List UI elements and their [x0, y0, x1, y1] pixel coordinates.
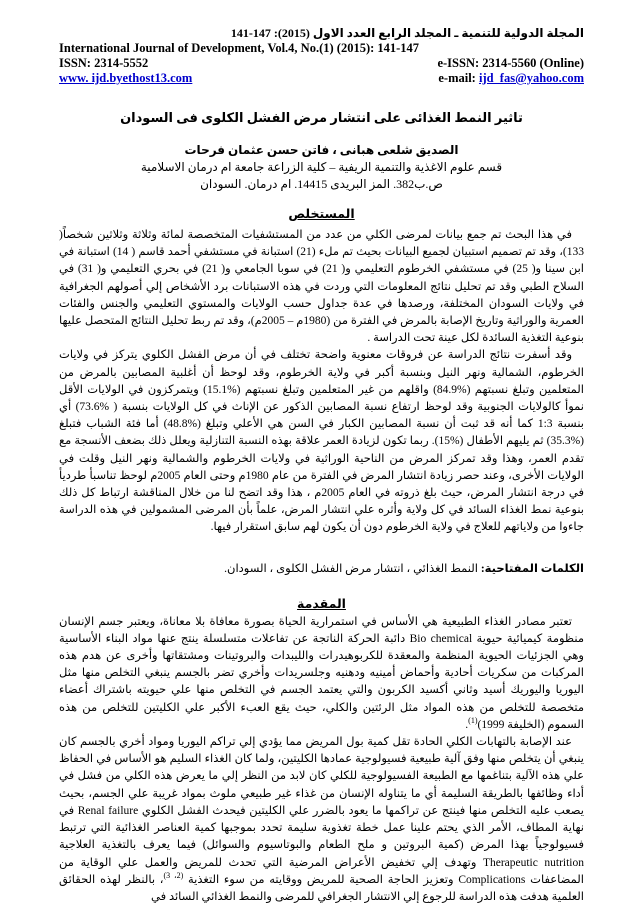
intro-p1-end: .	[465, 718, 469, 731]
introduction-heading: المقدمة	[297, 596, 346, 611]
abstract-paragraph-2: وقد أسفرت نتائج الدراسة عن فروقات معنوية واضحة تختلف في أن مرض الفشل الكلوي يتركز في ولايات الخرطوم، الشمالية ونهر النيل وبنسبة أكبر في ولاية الخرطوم، وقد لوحظ أن أغلبية المصابين بالمرض من المتعلمين وتبلغ نسبتهم (%84.9) واقلهم من غير المتعلمين وتبلغ نسبتهم (%15.1) ويتمركزون في الولايات الأقل نموأ كالولايات الجنوبية وقد لوحظ ارتفاع نسبة المصابين الذكور عن الإناث في كل الولايات بنسبة ( %73.6) أي بنسبة 1:3 كما أنه قد ثبت أن نسبة المصابين الكبار في السن هي الأعلي وتبلغ (%48.8) أما فئة الشباب فتبلغ (%35.3) ثم يليهم الأطفال (%15). ربما تكون لزيادة العمر علاقة بهذه النسبة التنازلية ويعلل ذلك بضعف الأنسجة مع تقدم العمر، وهذا وقد تمركز المرض من الناحية الوراثية في ولايات الخرطوم والشمالية ونهر النيل وقلت في الولايات الأخرى، وعند حصر زيادة انتشار المرض في الفترة من عام 1980م وحتى العام 2005م لوحظ تناسبأ طرديأ في درجة انتشار المرض، حيث بلغ ذروته في العام 2005م ، هذا وقد اتضح لنا من خلال المناقشة ارتباط كل ذلك بنوعية نمط الغذاء السائد في كل ولاية وأثره علي انتشار المرض، علماً بأن المرضى المشمولين في هذه الدراسة جاءوا من ولاياتهم للعلاج في ولاية الخرطوم دون أن يكون لهم سابق استقرار فيها.	[59, 349, 584, 534]
abstract-paragraph-1: في هذا البحث تم جمع بيانات لمرضى الكلي من عدد من المستشفيات المتخصصة لمائة وثلاثة وثلاثين شخصاً( 133)، وقد تم تصميم استبيان لجميع البيانات بحيث تم ملء (21) استبانة في مستشفي أحمد قاسم ( 14) استبانة في ابن سينا و( 25) في مستشفي الخرطوم التعليمي و( 21) في سوبا الجامعي و( 21) في بحري التعليمي و( 31) في السلاح الطبي وقد تم تحليل نتائج المعلومات التي وردت في هذه الاستبانات برد الأشخاص إلي أصولهم الجغرافية في ولايات السودان المختلفة، ورصدها في عدة جداول حسب الولايات والمستوي التعليمي والجنس والفئات العمرية والوراثية وتاريخ الإصابة بالمرض في الفترة من (1980م – 2005م)، وقد تم ربط تحليل النتائج المتحصل عليها بنوعية التغذية السائدة لكل عينة تحت الدراسة .	[59, 229, 584, 345]
citation-superscript-1: (1)	[468, 716, 478, 726]
author-address: ص.ب382. المز البريدى 14415. ام درمان. السودان	[200, 177, 443, 191]
introduction-paragraph-2	[59, 734, 584, 906]
email-label: e-mail:	[438, 71, 479, 85]
author-affiliation: قسم علوم الاغذية والتنمية الريفية – كلية الزراعة جامعة ام درمان الاسلامية	[140, 160, 503, 174]
keywords-text: النمط الغذائي ، انتشار مرض الفشل الكلوى ، السودان.	[224, 562, 481, 575]
paper-title: تاثير النمط الغذائى على انتشار مرض الفشل الكلوى فى السودان	[120, 110, 523, 125]
intro-p2-text: عند الإصابة بالتهابات الكلي الحادة تقل كمية بول المريض مما يؤدي إلي تراكم اليوريا ومواد أخري بالجسم كان ينبغي أن يتخلص منها وفق آلية طبيعية فسيولوجية عمادها الكليتين، ولما كان الغذاء السليم هو الأساس في الحفاظ علي هذه الآلية بتناغمها مع الطبيعة الفسيولوجية للكلي كان لابد من النظر إلي ما يعرض هذه الكلي من فشل في أداء وظائفها بالطريقة السليمة أي ما يتناوله الإنسان من غذاء غير طبيعي ملوث بمواد غريبة علي الجسم، بحيث يصعب عليه التخلص منها فينتج عن تراكمها ما يعود بالضرر علي الكليتين فيحدث الفشل الكلوي Renal failure في نهاية المطاف، الأمر الذي يحتم علينا عمل خطة تغذوية سليمة تحدد بموجبها كمية العناصر الغذائية التي ترتبط فسيولوجياً بهذا المرض (كمية البروتين و ملح الطعام والبوتاسيوم والسوائل) فيما يعرف بالتغذية العلاجية Therapeutic nutrition وتهدف إلي تخفيض الأعراض المرضية التي تحدث للمريض والعمل علي الوقاية من المضاعفات Complications وتعزيز الحاجة الصحية للمريض ووقايته من سوء التغذية	[59, 736, 584, 886]
journal-title-english: International Journal of Development, Vol.4, No.(1) (2015): 141-147	[59, 41, 420, 55]
links-row	[59, 71, 584, 86]
journal-website-link[interactable]: www. ijd.byethost13.com	[59, 71, 193, 85]
keywords-label: الكلمات المفتاحية:	[480, 562, 584, 575]
keywords-line	[59, 561, 584, 578]
abstract-heading: المستخلص	[288, 207, 355, 221]
issn-row	[59, 56, 584, 71]
intro-p2-end: ، بالنظر لهذه الحقائق العلمية هدفت هذه الدراسة للرجوع إلي الانتشار الجغرافي للمرضى والنمط الغذائي السائد في	[59, 873, 584, 903]
email-wrap	[438, 71, 584, 86]
issn-text: ISSN: 2314-5552	[59, 56, 149, 70]
journal-email-link[interactable]: ijd_fas@yahoo.com	[478, 71, 584, 85]
citation-superscript-2-3: (2، 3)	[163, 870, 184, 880]
intro-p1-text: تعتبر مصادر الغذاء الطبيعية هي الأساس في استمرارية الحياة بصورة معافاة بلا معاناة، ويعتبر جسم الإنسان منظومة كيميائية حيوية Bio chemical دائبة الحركة الناتجة عن تفاعلات متسلسلة ينتج عنها مواد البناء الأساسية وهي الجزئيات الحيوية المنظمة والمعقدة للكربوهيدرات والليبدات والبروتينات ومشتقاتها وأخرى عن هدم هذه المركبات من سكريات أحادية وأحماض أمينيه ودهنيه وجلسريدات وأخري تضر بالجسم ينبغي التخلص منها مثل اليوريا واليوريك أسيد وثاني أكسيد الكربون والتي يعتمد الجسم في التخلص منها علي حيويته باشتراك أعضاء متخصصة للتخلص من هذه المواد مثل الرئتين والكلي، حيث يقع العبء الأكبر علي الكليتين للتخلص من هذه السموم (الخليفة 1999)	[59, 615, 584, 731]
journal-title-arabic: المجلة الدولية للتنمية ـ المجلد الرابع العدد الاول (2015): 147-141	[230, 26, 584, 40]
introduction-paragraph-1	[59, 614, 584, 734]
authors-block	[59, 142, 584, 193]
eissn-text: e-ISSN: 2314-5560 (Online)	[437, 56, 584, 70]
author-names: الصديق شلعى هبانى ، فاتن حسن عثمان فرحات	[184, 143, 459, 157]
journal-header	[59, 26, 584, 86]
